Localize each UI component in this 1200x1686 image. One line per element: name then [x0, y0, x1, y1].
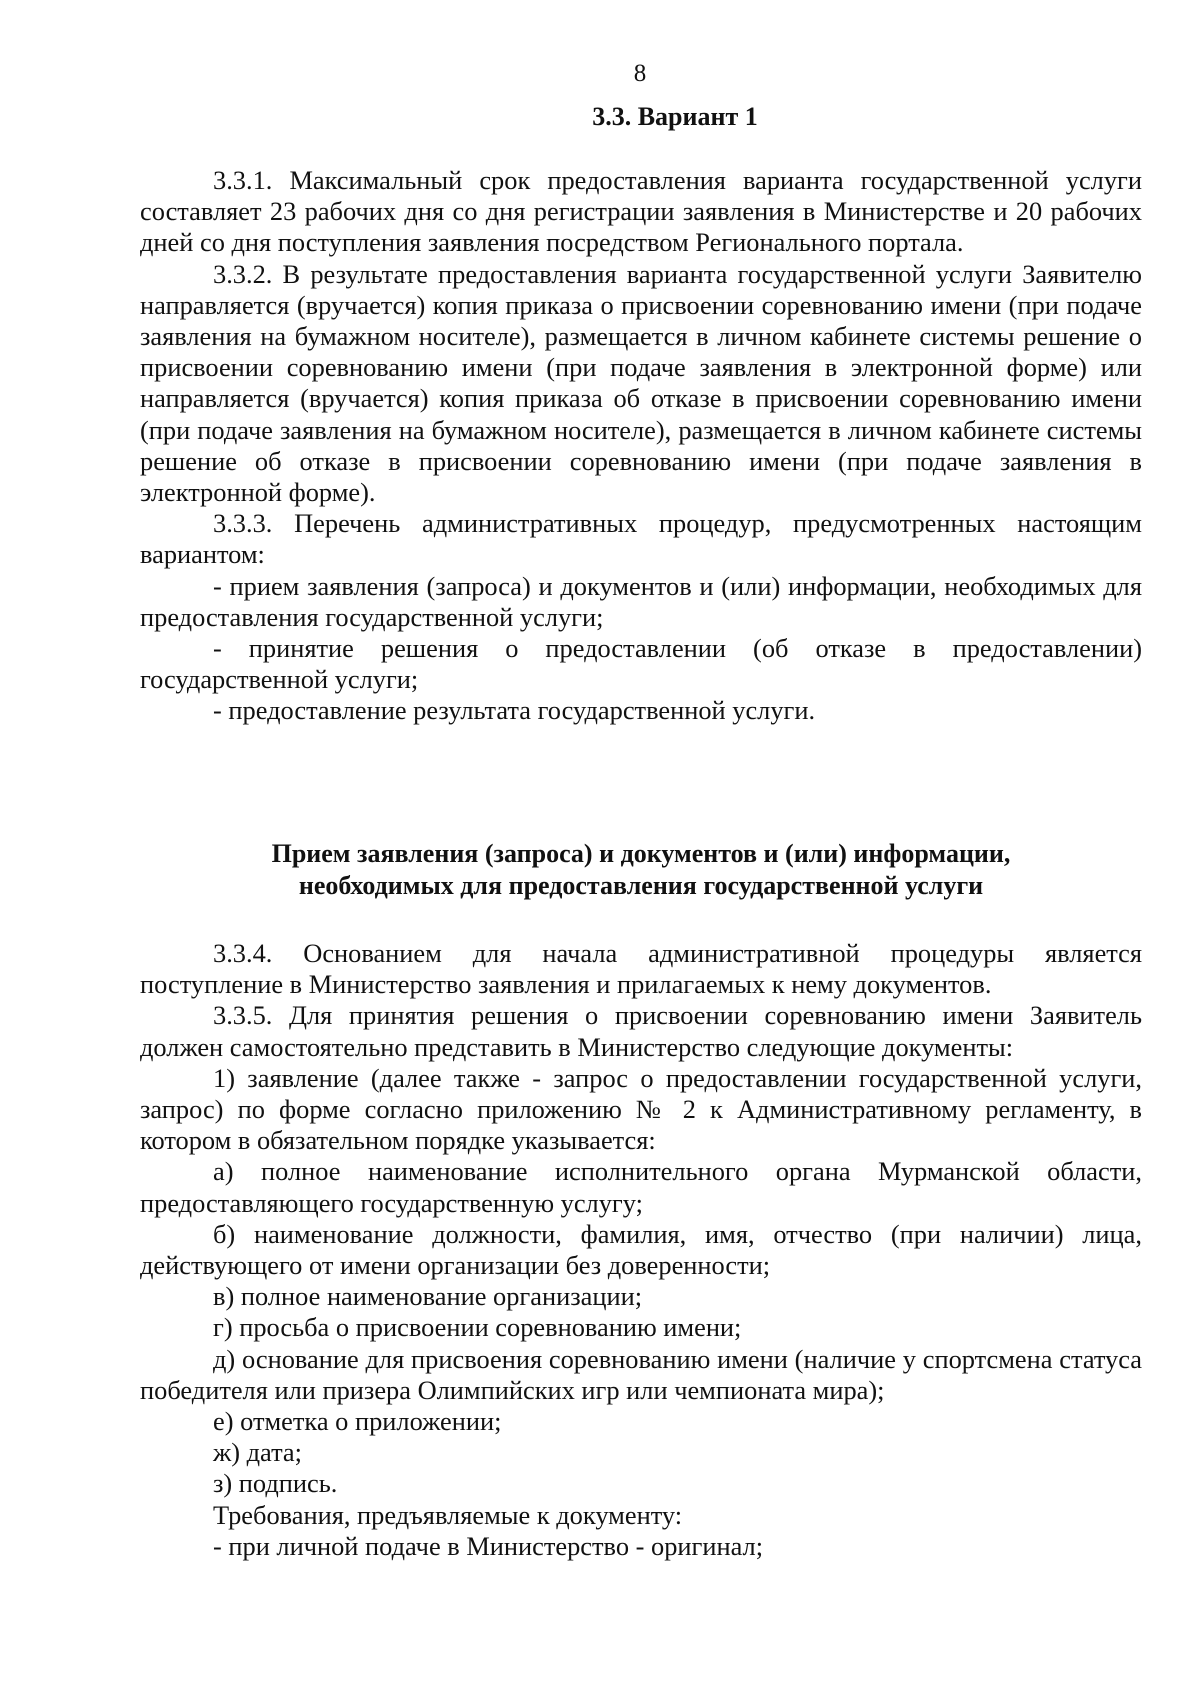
section-body-1	[140, 165, 1142, 727]
list-item-g: г) просьба о присвоении соревнованию имени;	[213, 1312, 742, 1343]
subheading-line-1: Прием заявления (запроса) и документов и (или) информации,	[271, 839, 1011, 868]
list-item-procedure-3: - предоставление результата государственной услуги.	[213, 695, 816, 726]
requirements-heading: Требования, предъявляемые к документу:	[213, 1499, 683, 1530]
subheading	[140, 838, 1142, 902]
paragraph-3-3-2: 3.3.2. В результате предоставления варианта государственной услуги Заявителю направляется (вручается) копия приказа о присвоении соревнованию имени (при подаче заявления на бумажном носителе), размещается в личном кабинете системы решение о присвоении соревнованию имени (при подаче заявления в электронной форме) или направляется (вручается) копия приказа об отказе в присвоении соревнованию имени (при подаче заявления на бумажном носителе), размещается в личном кабинете системы решение об отказе в присвоении соревнованию имени (при подаче заявления в электронной форме).	[140, 258, 1142, 508]
section-title: 3.3. Вариант 1	[592, 102, 758, 131]
list-item-b: б) наименование должности, фамилия, имя, отчество (при наличии) лица, действующего от имени организации без доверенности;	[140, 1218, 1142, 1281]
list-item-zh: ж) дата;	[213, 1437, 302, 1468]
list-item-z: з) подпись.	[213, 1468, 338, 1499]
section-body-2	[140, 938, 1142, 1562]
paragraph-3-3-5: 3.3.5. Для принятия решения о присвоении соревнованию имени Заявитель должен самостоятельно представить в Министерство следующие документы:	[140, 1000, 1142, 1062]
list-item-d: д) основание для присвоения соревнованию имени (наличие у спортсмена статуса победителя или призера Олимпийских игр или чемпионата мира);	[140, 1343, 1142, 1405]
page-number: 8	[633, 60, 647, 87]
list-item-a: а) полное наименование исполнительного органа Мурманской области, предоставляющего государственную услугу;	[140, 1156, 1142, 1218]
list-item-v: в) полное наименование организации;	[213, 1281, 643, 1312]
list-item-procedure-2: - принятие решения о предоставлении (об отказе в предоставлении) государственной услуги;	[140, 633, 1142, 695]
paragraph-3-3-4: 3.3.4. Основанием для начала административной процедуры является поступление в Министерство заявления и прилагаемых к нему документов.	[140, 938, 1142, 1000]
requirement-original: - при личной подаче в Министерство - оригинал;	[213, 1530, 764, 1561]
paragraph-3-3-3: 3.3.3. Перечень административных процедур, предусмотренных настоящим вариантом:	[140, 508, 1142, 570]
subheading-line-2: необходимых для предоставления государственной услуги	[298, 871, 984, 900]
list-item-e: е) отметка о приложении;	[213, 1406, 502, 1437]
list-item-1: 1) заявление (далее также - запрос о предоставлении государственной услуги, запрос) по форме согласно приложению № 2 к Административному регламенту, в котором в обязательном порядке указывается:	[140, 1062, 1142, 1156]
list-item-procedure-1: - прием заявления (запроса) и документов и (или) информации, необходимых для предоставления государственной услуги;	[140, 570, 1142, 632]
paragraph-3-3-1: 3.3.1. Максимальный срок предоставления варианта государственной услуги составляет 23 рабочих дня со дня регистрации заявления в Министерстве и 20 рабочих дней со дня поступления заявления посредством Регионального портала.	[140, 165, 1142, 258]
